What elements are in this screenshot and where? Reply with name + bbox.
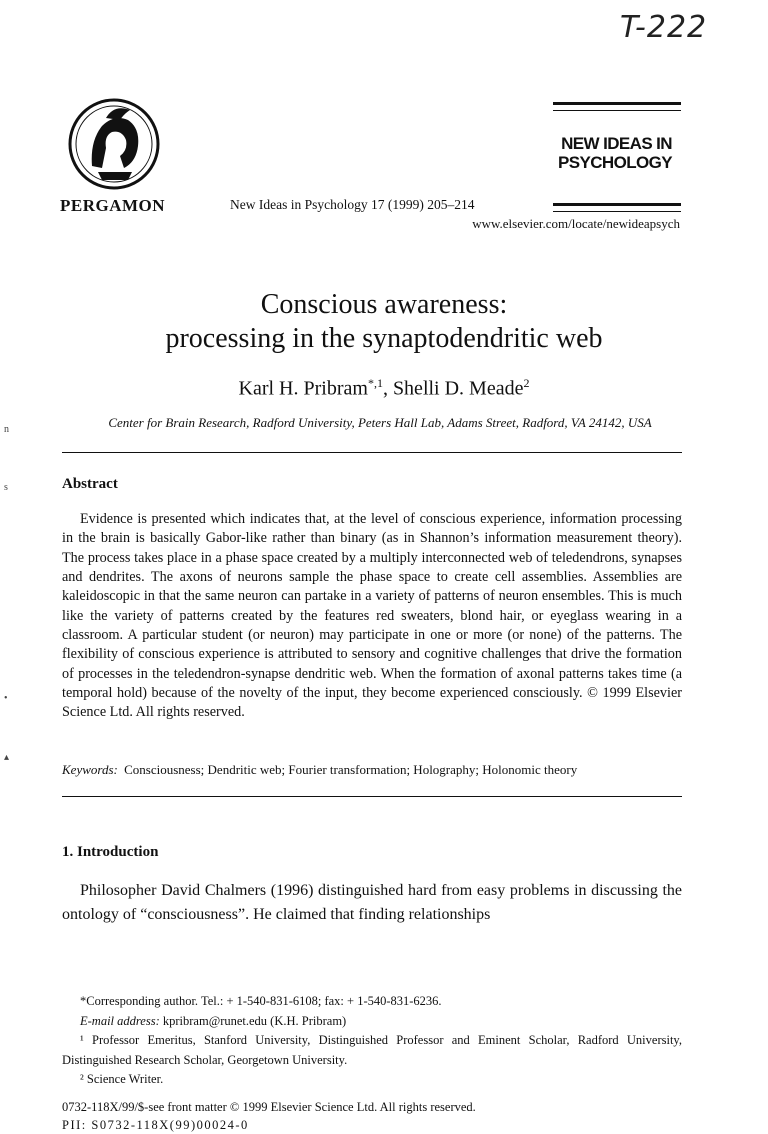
margin-mark: s [4, 482, 8, 493]
handwritten-note: T-222 [620, 10, 708, 45]
journal-rule-bottom-thin [553, 211, 681, 212]
margin-mark: n [4, 424, 9, 435]
journal-rule-top [553, 102, 681, 105]
author-separator: , [382, 377, 393, 400]
footnote-corresponding: *Corresponding author. Tel.: + 1-540-831-6108; fax: + 1-540-831-6236. [80, 994, 442, 1008]
journal-url: www.elsevier.com/locate/newideapsych [472, 216, 680, 231]
article-title [0, 288, 768, 356]
pergamon-logo-icon [62, 96, 166, 192]
abstract-text: Evidence is presented which indicates that, at the level of conscious experience, information processing in the brain is basically Gabor-like rather than binary (as in Shannon’s information measurement theory). The process takes place in a phase space created by a multiply interconnected web of teledendrons, synapses and dendrites. The axons of neurons sample the phase space to create cell assemblies. Assemblies are kaleidoscopic in that the same neuron can partake in a variety of patterns of neuron ensembles. This is much like the variety of patterns created by the features red sweaters, blond hair, or eyeglass wearing in a classroom. A particular student (or neuron) may participate in one or more (or none) of the patterns. The flexibility of conscious experience is attributed to sensory and cognitive challenges that drive the formation of processes in the teledendron-synapse dendritic web. When the formation of axonal patterns takes time (a temporal hold) because of the novelty of the input, they become experienced consciously. © 1999 Elsevier Science Ltd. All rights reserved. [62, 511, 682, 721]
author-2: Shelli D. Meade [392, 377, 524, 400]
pii-line: PII: S0732-118X(99)00024-0 [62, 1118, 249, 1132]
journal-name-line1: NEW IDEAS IN [561, 134, 672, 153]
author-2-marks: 2 [523, 376, 530, 390]
title-line1: Conscious awareness: [260, 289, 508, 320]
issn-line: 0732-118X/99/$-see front matter © 1999 Elsevier Science Ltd. All rights reserved. [62, 1100, 476, 1114]
abstract-heading: Abstract [62, 476, 118, 492]
introduction-paragraph: Philosopher David Chalmers (1996) distinguished hard from easy problems in discussing the ontology of “consciousness”. He claimed that finding relationships [62, 882, 682, 923]
margin-mark: • [4, 693, 8, 704]
section-heading-introduction: 1. Introduction [62, 844, 159, 860]
keywords-text: Consciousness; Dendritic web; Fourier transformation; Holography; Holonomic theory [124, 762, 578, 777]
footnote-email [62, 1012, 682, 1032]
footnote-1: ¹ Professor Emeritus, Stanford University, Distinguished Professor and Eminent Scholar, Radford University, Distinguished Research Scholar, Georgetown University. [62, 1033, 682, 1067]
journal-name-line2: PSYCHOLOGY [558, 153, 672, 172]
author-1-marks: *,1 [367, 376, 383, 390]
publisher-name: PERGAMON [60, 196, 166, 215]
author-list [0, 376, 768, 401]
abstract-rule-bottom [62, 796, 682, 797]
affiliation: Center for Brain Research, Radford University, Peters Hall Lab, Adams Street, Radford, VA 24142, USA [108, 415, 652, 430]
keywords-label: Keywords: [62, 762, 118, 777]
journal-name [552, 134, 672, 172]
abstract-rule-top [62, 452, 682, 453]
journal-citation: New Ideas in Psychology 17 (1999) 205–214 [230, 197, 475, 212]
keywords [62, 762, 577, 778]
title-line2: processing in the synaptodendritic web [165, 323, 603, 354]
email-label: E-mail address: [80, 1013, 160, 1028]
footnotes [62, 992, 682, 1090]
journal-rule-top-thin [553, 110, 681, 111]
journal-rule-bottom [553, 203, 681, 206]
email-value: kpribram@runet.edu (K.H. Pribram) [159, 1013, 347, 1028]
page-footer [62, 1098, 476, 1134]
author-1: Karl H. Pribram [238, 377, 368, 400]
footnote-2: ² Science Writer. [80, 1072, 164, 1086]
margin-mark: ▴ [4, 752, 10, 763]
